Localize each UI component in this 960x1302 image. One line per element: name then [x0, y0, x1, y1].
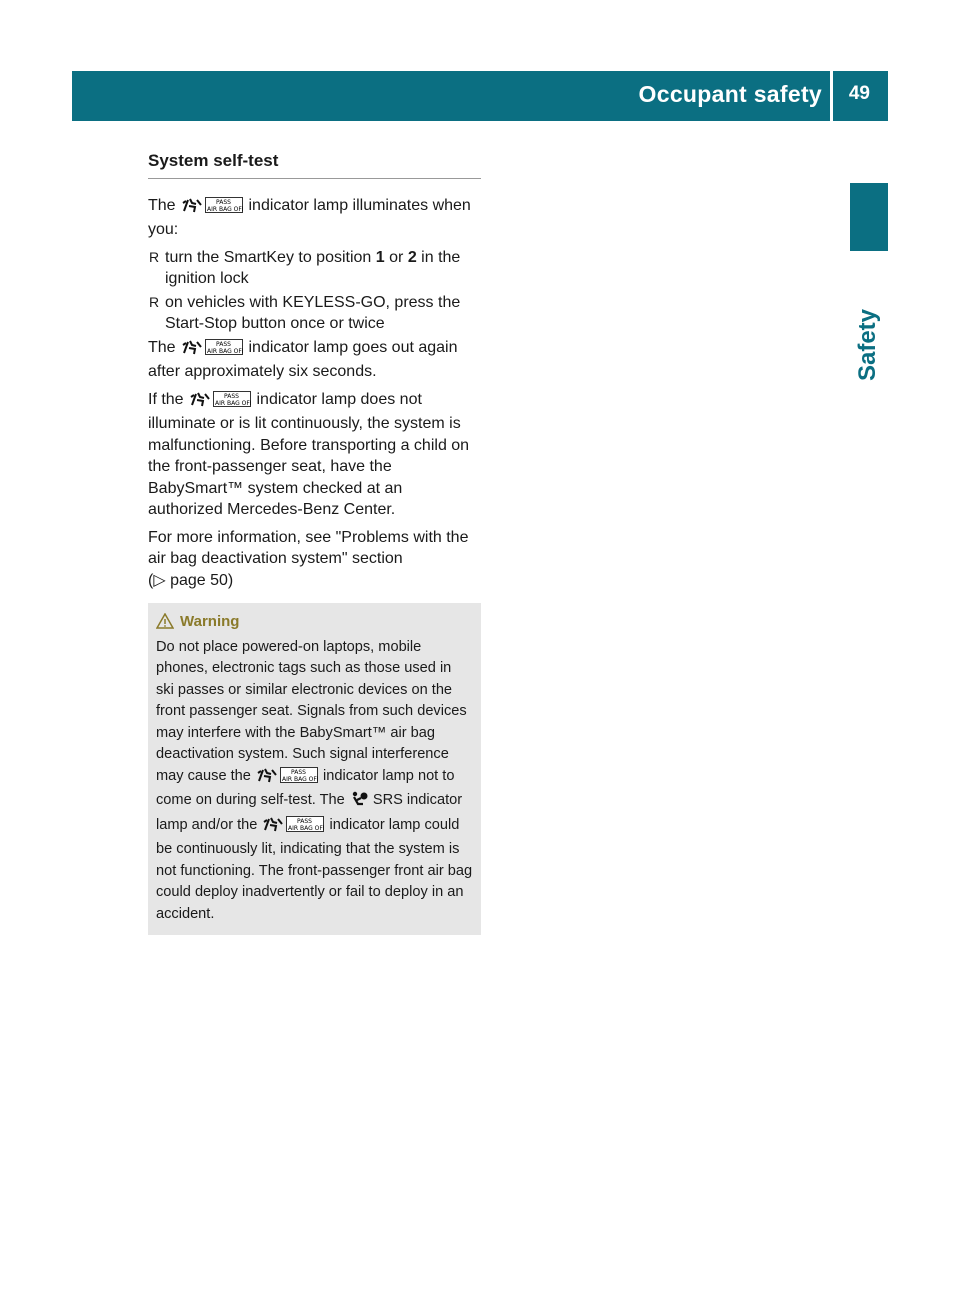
arrow-right-icon: ▷	[153, 571, 166, 589]
list-item: R on vehicles with KEYLESS-GO, press the Start-Stop button once or twice	[149, 293, 461, 332]
warning-box	[148, 603, 481, 935]
section-label: Safety	[854, 308, 881, 382]
svg-text:PASS: PASS	[290, 768, 306, 776]
child-seat-airbag-icon	[256, 767, 278, 791]
svg-text:PASS: PASS	[297, 817, 313, 825]
section-heading: System self-test	[148, 150, 481, 179]
content-column	[148, 150, 481, 935]
page-reference[interactable]: (▷ page 50)	[148, 571, 234, 589]
page-header	[72, 71, 888, 121]
svg-text:AIR BAG OFF: AIR BAG OFF	[207, 347, 244, 355]
svg-text:AIR BAG OFF: AIR BAG OFF	[281, 775, 318, 783]
svg-text:AIR BAG OFF: AIR BAG OFF	[215, 399, 252, 407]
svg-text:AIR BAG OFF: AIR BAG OFF	[288, 824, 325, 832]
child-seat-airbag-icon	[181, 197, 203, 220]
warning-triangle-icon	[156, 613, 174, 629]
warning-text: Do not place powered-on laptops, mobile phones, electronic tags such as those used in ski passes or similar electronic devices on the front passenger seat. Signals from such devices may interfere with the BabySmart™ air bag deactivation system. Such signal interference may cause the PASS AIR BAG OFF indicator lamp not to come on during self-test. The SRS indicator lamp and/or the PASS AIR BAG OFF indicator lamp could be continuously lit, indicating that the system is not functioning. The front-passenger front air bag could deploy inadvertently or fail to deploy in an accident.	[156, 638, 473, 922]
paragraph: The PASS AIR BAG OFF indicator lamp goes out again after approximately six seconds.	[148, 338, 458, 380]
svg-text:PASS: PASS	[216, 340, 231, 348]
svg-text:PASS: PASS	[224, 392, 239, 400]
pass-airbag-off-icon	[280, 767, 318, 791]
child-seat-airbag-icon	[189, 391, 211, 414]
pass-airbag-off-icon	[213, 391, 251, 414]
pass-airbag-off-icon	[205, 339, 243, 362]
svg-text:PASS: PASS	[216, 198, 231, 206]
intro-paragraph: The PASS AIR BAG OFF indicator lamp illuminates when you:	[148, 196, 471, 238]
page-number: 49	[848, 83, 870, 104]
svg-text:AIR BAG OFF: AIR BAG OFF	[207, 205, 244, 213]
pass-airbag-off-icon	[286, 816, 324, 840]
srs-icon	[350, 791, 368, 815]
pass-airbag-off-icon	[205, 197, 243, 220]
list-item: R turn the SmartKey to position 1 or 2 in the ignition lock	[149, 248, 461, 287]
section-tab	[850, 183, 888, 251]
paragraph: For more information, see "Problems with the air bag deactivation system" section (▷ page 50)	[148, 528, 469, 589]
child-seat-airbag-icon	[262, 816, 284, 840]
page-title: Occupant safety	[638, 81, 822, 107]
paragraph: If the PASS AIR BAG OFF indicator lamp does not illuminate or is lit continuously, the system is malfunctioning. Before transporting a child on the front-passenger seat, have the BabySmart™ system checked at an authorized Mercedes-Benz Center.	[148, 390, 470, 518]
child-seat-airbag-icon	[181, 339, 203, 362]
header-separator	[830, 71, 833, 121]
warning-heading: Warning	[156, 611, 473, 633]
